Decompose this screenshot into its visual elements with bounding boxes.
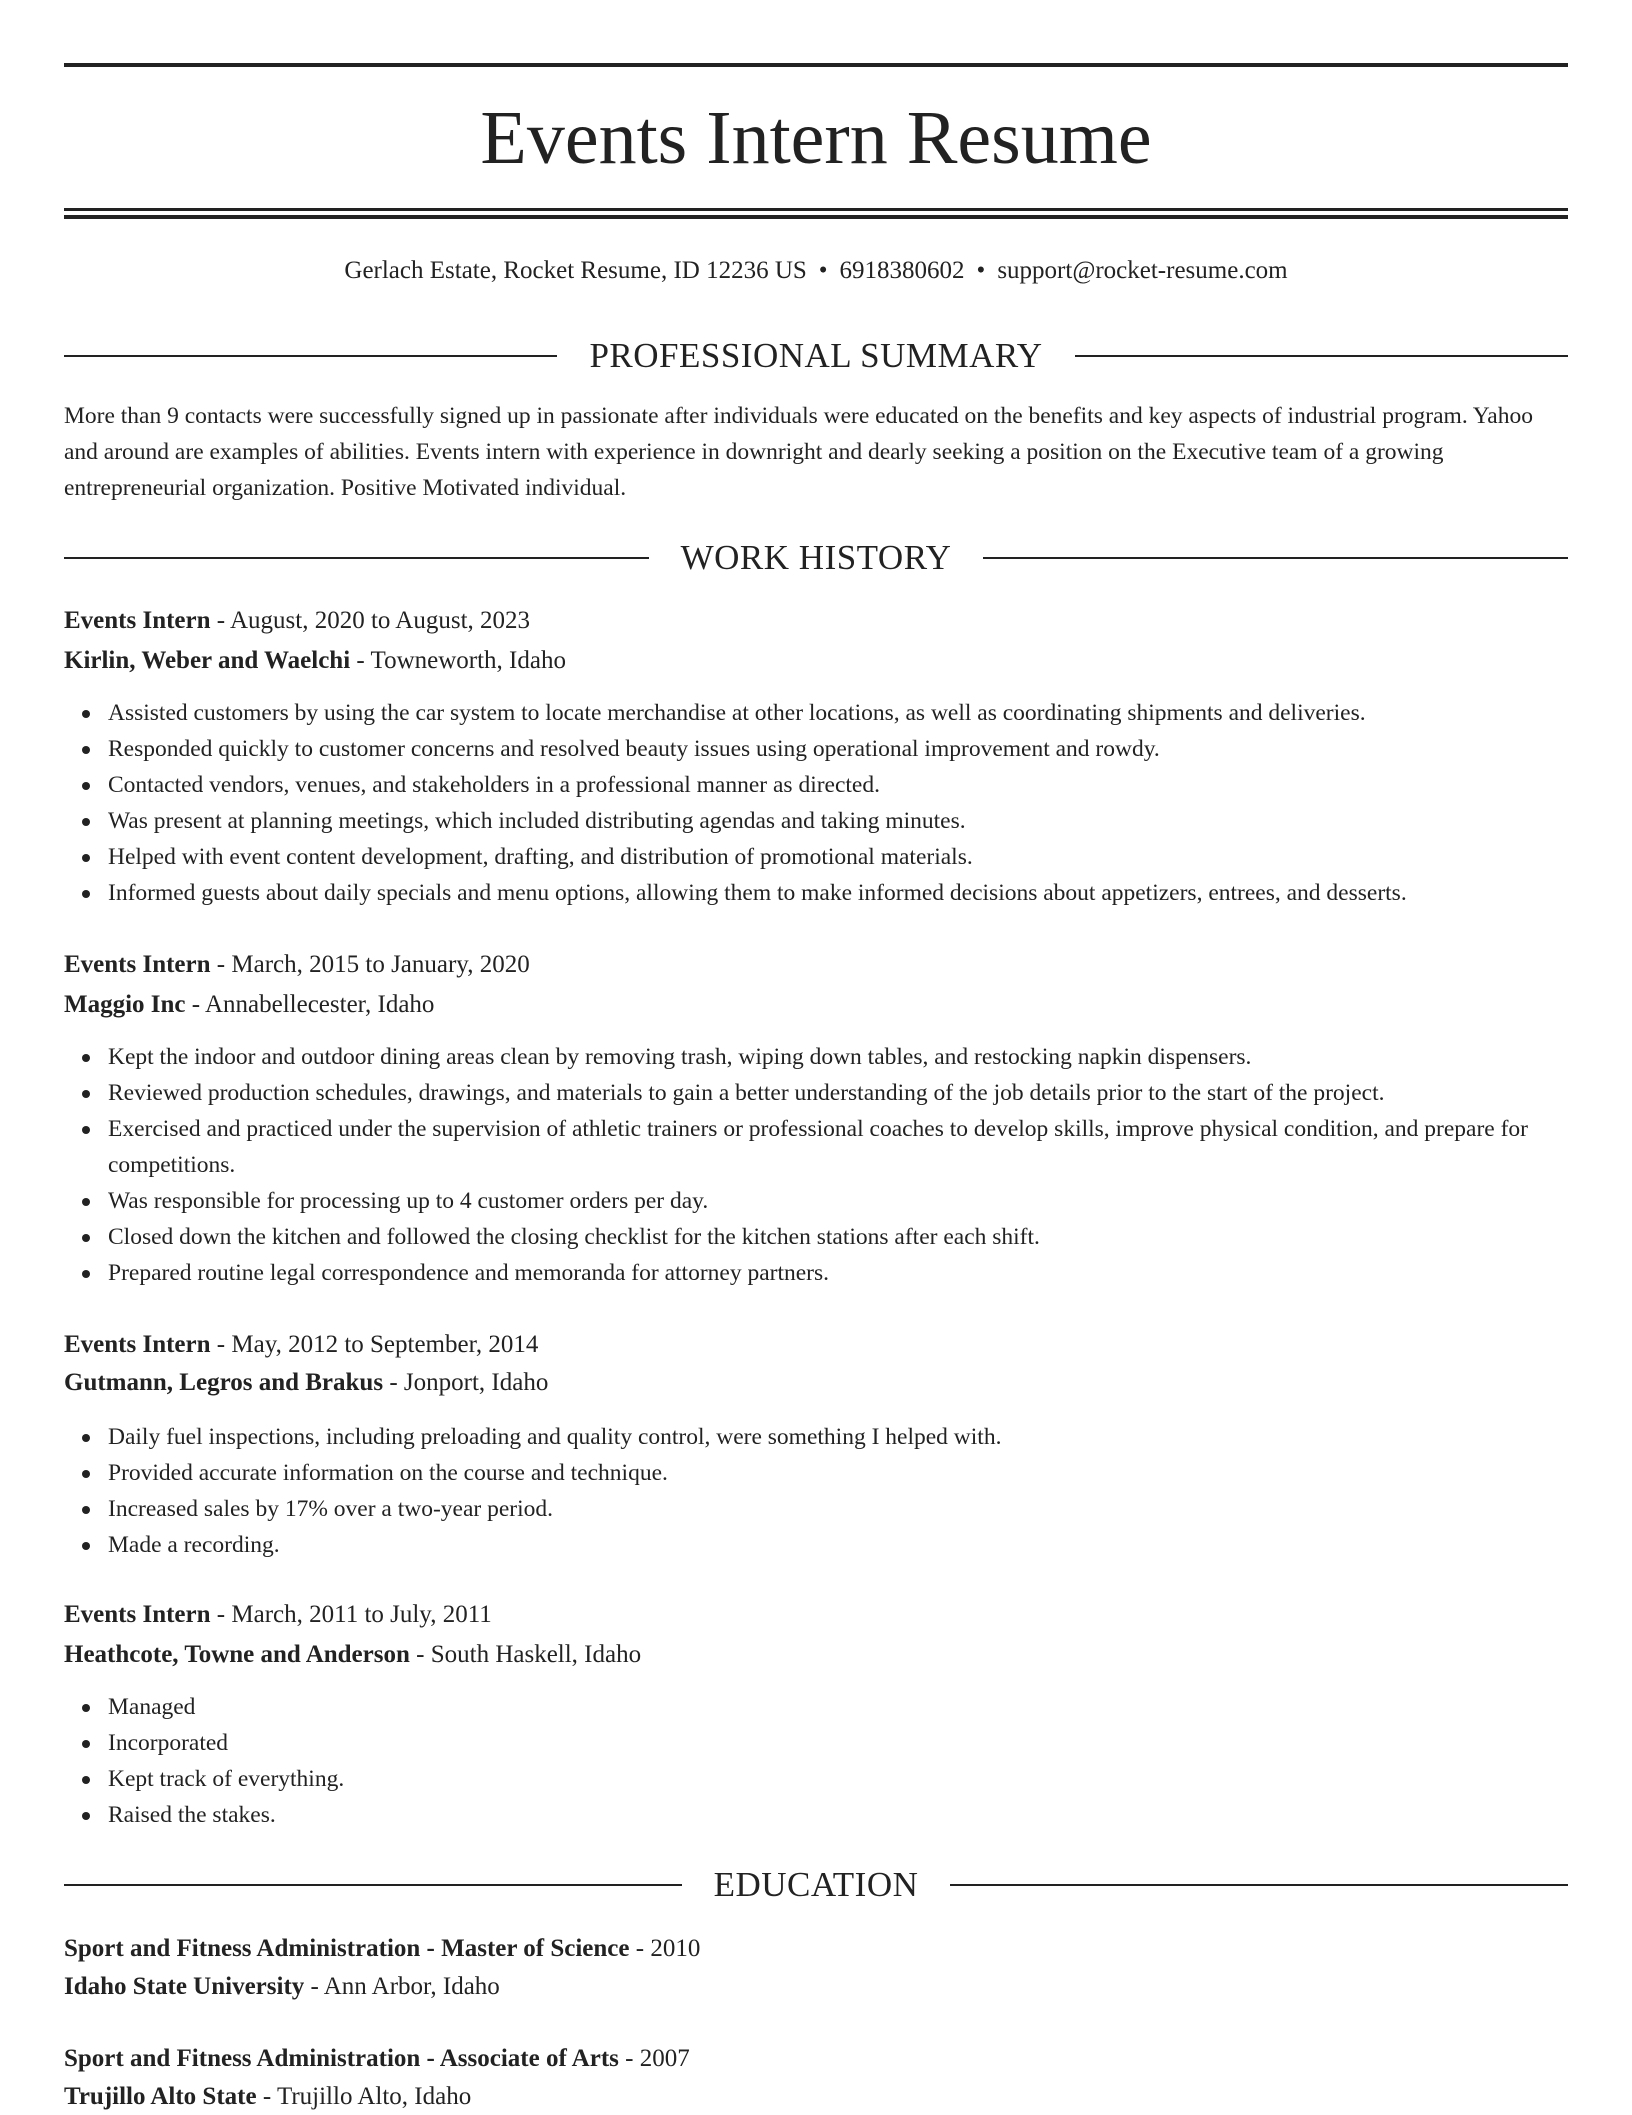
bullet-dot	[82, 1234, 90, 1242]
contact-separator: •	[976, 257, 986, 284]
bullet-dot	[82, 1270, 90, 1278]
section-title: PROFESSIONAL SUMMARY	[589, 336, 1043, 375]
company-name: Maggio Inc	[64, 991, 186, 1018]
contact-address: Gerlach Estate, Rocket Resume, ID 12236 US	[344, 257, 807, 284]
bullet-text: Managed	[108, 1694, 196, 1720]
bullet-text: Kept the indoor and outdoor dining areas clean by removing trash, wiping down tables, and restocking napkin dispensers.	[108, 1044, 1252, 1070]
bullet-dot	[82, 1740, 90, 1748]
company-line	[64, 1365, 1568, 1401]
bullet-dot	[82, 1542, 90, 1550]
section-rule-right	[1075, 355, 1568, 357]
bullet-text: Prepared routine legal correspondence and memoranda for attorney partners.	[108, 1260, 830, 1286]
bullet-dot	[82, 818, 90, 826]
company-location: - South Haskell, Idaho	[409, 1641, 642, 1668]
section-rule-left	[64, 557, 649, 559]
bullet-dot	[82, 1198, 90, 1206]
job-title: Events Intern	[64, 607, 211, 634]
list-item	[108, 1039, 1612, 1075]
list-item	[108, 1183, 1612, 1219]
bullet-text: Was present at planning meetings, which included distributing agendas and taking minutes.	[108, 808, 966, 834]
bullet-text: Helped with event content development, drafting, and distribution of promotional materials.	[108, 844, 973, 870]
bullet-text: Closed down the kitchen and followed the closing checklist for the kitchen stations after each shift.	[108, 1224, 1040, 1250]
bullet-dot	[82, 782, 90, 790]
education-degree: Sport and Fitness Administration - Associate of Arts	[64, 2045, 619, 2072]
job-title: Events Intern	[64, 951, 211, 978]
education-degree: Sport and Fitness Administration - Master of Science	[64, 1935, 630, 1962]
company-location: - Towneworth, Idaho	[350, 647, 566, 674]
bullet-text: Exercised and practiced under the supervision of athletic trainers or professional coaches to develop skills, improve physical condition, and prepare for competitions.	[108, 1116, 1528, 1178]
company-line	[64, 987, 1568, 1023]
bullet-text: Made a recording.	[108, 1532, 280, 1558]
bullet-text: Incorporated	[108, 1730, 229, 1756]
title-rule-upper	[64, 208, 1568, 211]
section-title: EDUCATION	[713, 1865, 919, 1904]
list-item	[108, 1111, 1612, 1183]
section-title: WORK HISTORY	[680, 538, 952, 577]
section-rule-left	[64, 355, 557, 357]
bullet-dot	[82, 1054, 90, 1062]
bullet-dot	[82, 1704, 90, 1712]
bullet-text: Informed guests about daily specials and menu options, allowing them to make informed decisions about appetizers, entrees, and desserts.	[108, 880, 1407, 906]
job-title: Events Intern	[64, 1331, 211, 1358]
job-bullets	[64, 1039, 1612, 1291]
list-item	[108, 1761, 1612, 1797]
company-location: - Jonport, Idaho	[383, 1369, 549, 1396]
bullet-dot	[82, 854, 90, 862]
company-line	[64, 1637, 1568, 1673]
job-title: Events Intern	[64, 1601, 211, 1628]
bullet-dot	[82, 1090, 90, 1098]
page-title: Events Intern Resume	[480, 96, 1152, 180]
bullet-text: Was responsible for processing up to 4 customer orders per day.	[108, 1188, 709, 1214]
bullet-text: Kept track of everything.	[108, 1766, 345, 1792]
list-item	[108, 1725, 1612, 1761]
section-header-education	[64, 1865, 1568, 1905]
education-location: - Trujillo Alto, Idaho	[256, 2083, 472, 2110]
education-year: - 2007	[618, 2045, 690, 2072]
education-school: Trujillo Alto State	[64, 2083, 257, 2110]
bullet-dot	[82, 1776, 90, 1784]
bullet-dot	[82, 746, 90, 754]
list-item	[108, 695, 1612, 731]
bullet-text: Increased sales by 17% over a two-year period.	[108, 1496, 554, 1522]
education-school-line	[64, 1969, 1568, 2005]
education-school-line	[64, 2079, 1568, 2115]
job-title-line	[64, 603, 1568, 639]
education-school: Idaho State University	[64, 1973, 305, 2000]
list-item	[108, 803, 1612, 839]
section-rule-left	[64, 1884, 682, 1886]
bullet-dot	[82, 1506, 90, 1514]
company-location: - Annabellecester, Idaho	[185, 991, 435, 1018]
contact-line	[64, 254, 1568, 288]
summary-text: More than 9 contacts were successfully signed up in passionate after individuals were educated on the benefits and key aspects of industrial program. Yahoo and around are examples of abilities. Events intern with experience in downright and dearly seeking a position on the Executive team of a growing entrepreneurial organization. Positive Motivated individual.	[64, 403, 1533, 501]
bullet-text: Daily fuel inspections, including preloading and quality control, were something I helped with.	[108, 1424, 1002, 1450]
education-degree-line	[64, 2041, 1568, 2077]
education-location: - Ann Arbor, Idaho	[304, 1973, 500, 2000]
list-item	[108, 1219, 1612, 1255]
list-item	[108, 1455, 1612, 1491]
list-item	[108, 875, 1612, 911]
job-bullets	[64, 1689, 1612, 1833]
job-bullets	[64, 1419, 1612, 1563]
list-item	[108, 1527, 1612, 1563]
bullet-dot	[82, 710, 90, 718]
contact-email: support@rocket-resume.com	[997, 257, 1288, 284]
list-item	[108, 1075, 1612, 1111]
bullet-text: Reviewed production schedules, drawings, and materials to gain a better understanding of the job details prior to the start of the project.	[108, 1080, 1385, 1106]
bullet-text: Provided accurate information on the course and technique.	[108, 1460, 668, 1486]
list-item	[108, 731, 1612, 767]
list-item	[108, 1689, 1612, 1725]
bullet-dot	[82, 1434, 90, 1442]
bullet-dot	[82, 1470, 90, 1478]
company-name: Kirlin, Weber and Waelchi	[64, 647, 351, 674]
job-dates: - March, 2011 to July, 2011	[210, 1601, 492, 1628]
section-rule-right	[983, 557, 1568, 559]
list-item	[108, 839, 1612, 875]
section-rule-right	[950, 1884, 1568, 1886]
company-line	[64, 643, 1568, 679]
bullet-text: Raised the stakes.	[108, 1802, 276, 1828]
job-bullets	[64, 695, 1612, 911]
job-title-line	[64, 1597, 1568, 1633]
job-dates: - August, 2020 to August, 2023	[210, 607, 531, 634]
job-title-line	[64, 1327, 1568, 1363]
bullet-dot	[82, 1126, 90, 1134]
education-year: - 2010	[629, 1935, 701, 1962]
section-header-summary	[64, 336, 1568, 376]
bullet-text: Assisted customers by using the car system to locate merchandise at other locations, as well as coordinating shipments and deliveries.	[108, 700, 1366, 726]
list-item	[108, 767, 1612, 803]
list-item	[108, 1255, 1612, 1291]
bullet-dot	[82, 1812, 90, 1820]
list-item	[108, 1419, 1612, 1455]
contact-separator: •	[818, 257, 828, 284]
bullet-text: Responded quickly to customer concerns and resolved beauty issues using operational improvement and rowdy.	[108, 736, 1160, 762]
company-name: Gutmann, Legros and Brakus	[64, 1369, 384, 1396]
title-rule-lower	[64, 215, 1568, 219]
bullet-dot	[82, 890, 90, 898]
bullet-text: Contacted vendors, venues, and stakeholders in a professional manner as directed.	[108, 772, 880, 798]
section-header-work	[64, 538, 1568, 578]
education-degree-line	[64, 1931, 1568, 1967]
company-name: Heathcote, Towne and Anderson	[64, 1641, 410, 1668]
list-item	[108, 1797, 1612, 1833]
top-rule	[64, 63, 1568, 67]
job-dates: - May, 2012 to September, 2014	[210, 1331, 539, 1358]
job-title-line	[64, 947, 1568, 983]
job-dates: - March, 2015 to January, 2020	[210, 951, 530, 978]
contact-phone: 6918380602	[839, 257, 965, 284]
list-item	[108, 1491, 1612, 1527]
